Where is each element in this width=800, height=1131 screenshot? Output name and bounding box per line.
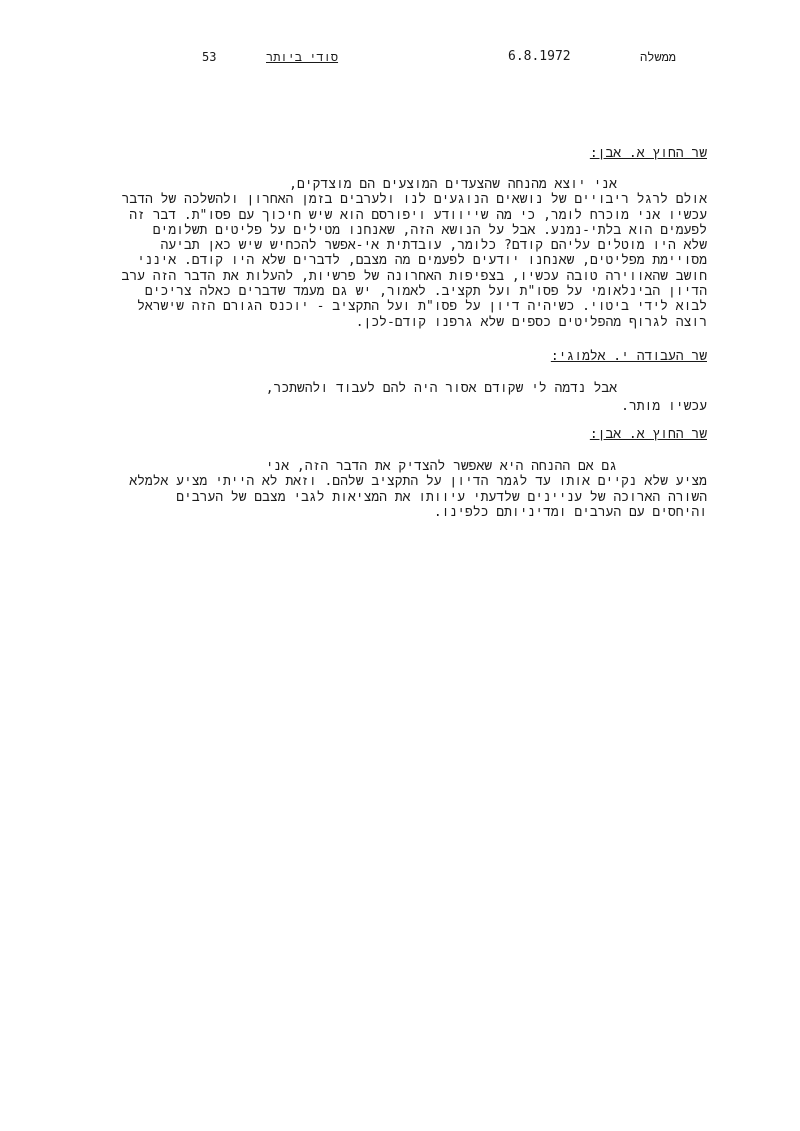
paragraph-line: גם אם ההנחה היא שאפשר להצדיק את הדבר הזה, אני — [265, 459, 617, 474]
paragraph-line: שלא היו מוטלים עליהם קודם? כלומר, עובדתית אי-אפשר להכחיש שיש כאן תביעה — [160, 238, 707, 254]
classification-label: סודי ביותר — [266, 50, 339, 64]
document-date: 6.8.1972 — [508, 49, 571, 64]
paragraph-line: עכשיו מותר. — [621, 399, 707, 415]
speech-paragraph-1 — [122, 177, 707, 330]
paragraph-line: אבל נדמה לי שקודם אסור היה להם לעבוד ולהשתכר, — [265, 381, 617, 396]
paragraph-line: רוצה לגרוף מהפליטים כספים שלא גרפנו קודם-לכן. — [355, 314, 707, 330]
paragraph-line: אולם לרגל ריבויים של נושאים הנוגעים לנו ולערבים בזמן האחרון ולהשלכה של הדבר — [121, 192, 707, 208]
speech-paragraph-3 — [129, 459, 707, 520]
paragraph-line: והיחסים עם הערבים ומדיניותם כלפינו. — [433, 504, 707, 520]
document-source: ממשלה — [640, 50, 677, 64]
speaker-heading-labor-minister: שר העבודה י. אלמוגי: — [550, 349, 707, 364]
speaker-heading-foreign-minister: שר החוץ א. אבן: — [589, 146, 707, 161]
speaker-heading-foreign-minister-2: שר החוץ א. אבן: — [589, 427, 707, 442]
paragraph-line: חושב שהאווירה טובה עכשיו, בצפיפות האחרונה של פרשיות, להעלות את הדבר הזה ערב — [121, 268, 707, 284]
paragraph-line: הדיון הבינלאומי על פסו"ת ועל תקציב. לאמור, יש גם מעמד שדברים כאלה צריכים — [144, 284, 707, 300]
page-number: 53 — [202, 50, 217, 64]
paragraph-line: השורה הארוכה של עניינים שלדעתי עיוותו את המציאות לגבי מצבם של הערבים — [176, 489, 707, 505]
paragraph-line: אני יוצא מהנחה שהצעדים המוצעים הם מוצדקים, — [289, 177, 617, 192]
paragraph-line: מציע שלא נקיים אותו עד לגמר הדיון על התקציב שלהם. וזאת לא הייתי מציע אלמלא — [129, 474, 707, 490]
paragraph-line: עכשיו אני מוכרח לומר, כי מה שייוודע ויפורסם הוא שיש חיכוך עם פסו"ת. דבר זה — [129, 207, 707, 223]
paragraph-line: לבוא לידי ביטוי. כשיהיה דיון על פסו"ת ועל התקציב - יוכנס הגורם הזה שישראל — [137, 299, 707, 315]
paragraph-line: מסויימת מפליטים, שאנחנו יודעים לפעמים מה מצבם, לדברים שלא היו קודם. אינני — [137, 253, 707, 269]
paragraph-line: לפעמים הוא בלתי-נמנע. אבל על הנושא הזה, שאנחנו מטילים על פליטים תשלומים — [152, 222, 707, 238]
speech-paragraph-2 — [266, 381, 707, 415]
